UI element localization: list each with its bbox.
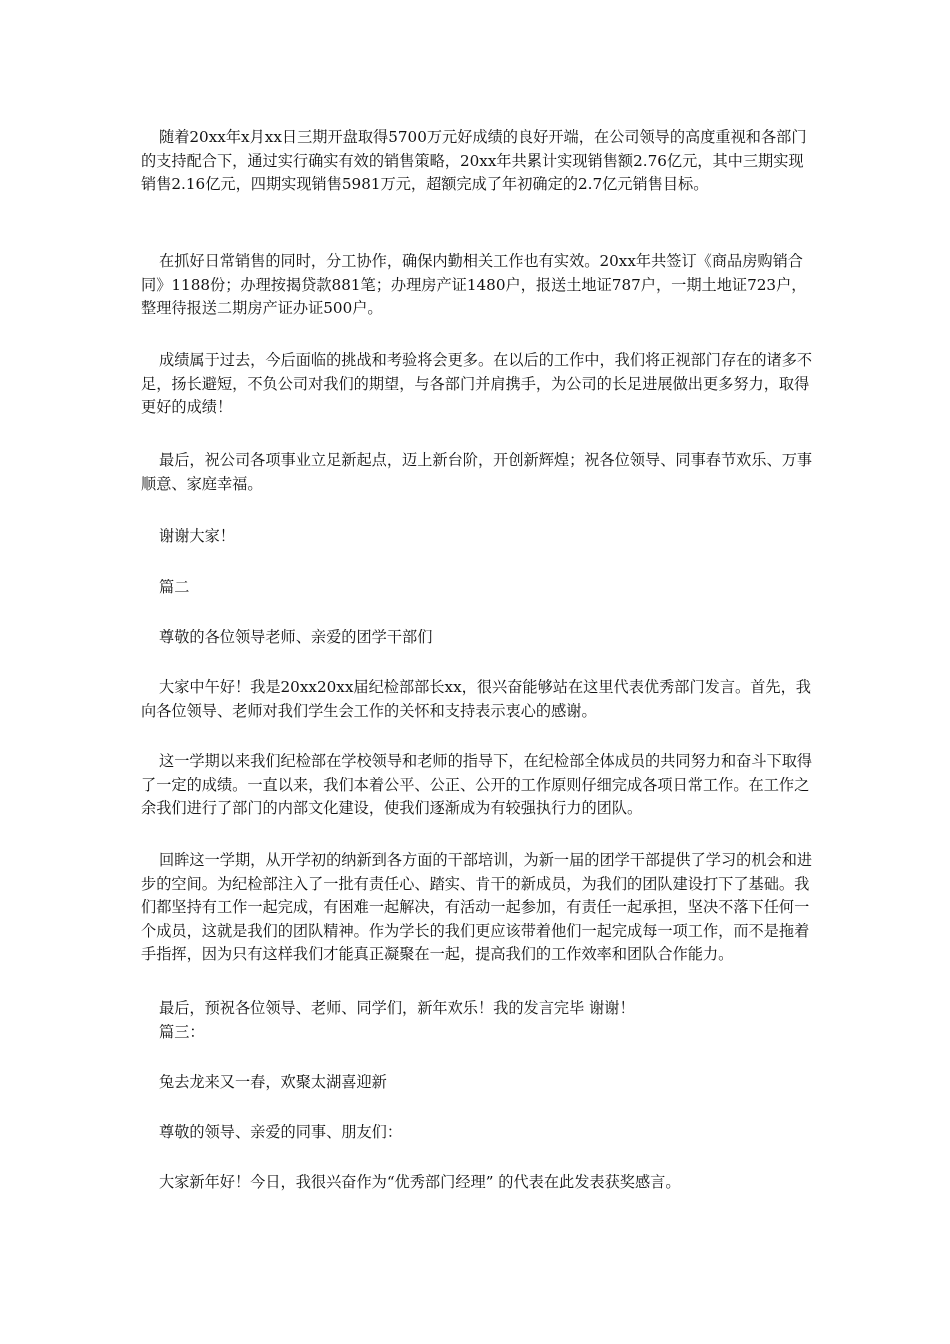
section-heading-part-three: 篇三： [159,1023,205,1041]
paragraph-sales-results: 随着20xx年x月xx日三期开盘取得5700万元好成绩的良好开端，在公司领导的高度重视和各部门的支持配合下，通过实行确实有效的销售策略，20xx年共累计实现销售额2.76亿元，其中三期实现销售2.16亿元，四期实现销售5981万元，超额完成了年初确定的2.7亿元销售目标。 [141,128,807,193]
paragraph-future-challenges: 成绩属于过去，今后面临的挑战和考验将会更多。在以后的工作中，我们将正视部门存在的诸多不足，扬长避短，不负公司对我们的期望，与各部门并肩携手，为公司的长足进展做出更多努力，取得更好的成绩！ [141,351,813,416]
paragraph-internal-work: 在抓好日常销售的同时，分工协作，确保内勤相关工作也有实效。20xx年共签订《商品房购销合同》1188份；办理按揭贷款881笔；办理房产证1480户，报送土地证787户，一期土地证723户，整理待报送二期房产证办证500户。 [141,252,807,317]
section-heading-part-two: 篇二 [159,578,190,596]
paragraph-greeting: 大家中午好！我是20xx20xx届纪检部部长xx，很兴奋能够站在这里代表优秀部门发言。首先，我向各位领导、老师对我们学生会工作的关怀和支持表示衷心的感谢。 [141,678,811,720]
paragraph-discipline-dept: 这一学期以来我们纪检部在学校领导和老师的指导下，在纪检部全体成员的共同努力和奋斗下取得了一定的成绩。一直以来，我们本着公平、公正、公开的工作原则仔细完成各项日常工作。在工作之余我们进行了部门的内部文化建设，使我们逐渐成为有较强执行力的团队。 [141,752,813,817]
paragraph-semester-review: 回眸这一学期，从开学初的纳新到各方面的干部培训，为新一届的团学干部提供了学习的机会和进步的空间。为纪检部注入了一批有责任心、踏实、肯干的新成员，为我们的团队建设打下了基础。我们都坚持有工作一起完成，有困难一起解决，有活动一起参加，有责任一起承担，坚决不落下任何一个成员，这就是我们的团队精神。作为学长的我们更应该带着他们一起完成每一项工作，而不是拖着手指挥，因为只有这样我们才能真正凝聚在一起，提高我们的工作效率和团队合作能力。 [141,851,813,963]
paragraph-closing-wishes: 最后，预祝各位领导、老师、同学们，新年欢乐！我的发言完毕 谢谢！ [159,999,635,1017]
salutation-part-two: 尊敬的各位领导老师、亲爱的团学干部们 [159,628,433,646]
subtitle-part-three: 兔去龙来又一春，欢聚太湖喜迎新 [159,1073,387,1091]
paragraph-award-speech: 大家新年好！今日，我很兴奋作为“优秀部门经理” 的代表在此发表获奖感言。 [159,1173,681,1191]
paragraph-new-year-wishes: 最后，祝公司各项事业立足新起点，迈上新台阶，开创新辉煌；祝各位领导、同事春节欢乐、万事顺意、家庭幸福。 [141,451,813,493]
paragraph-thanks: 谢谢大家！ [159,527,235,545]
salutation-part-three: 尊敬的领导、亲爱的同事、朋友们： [159,1123,402,1141]
